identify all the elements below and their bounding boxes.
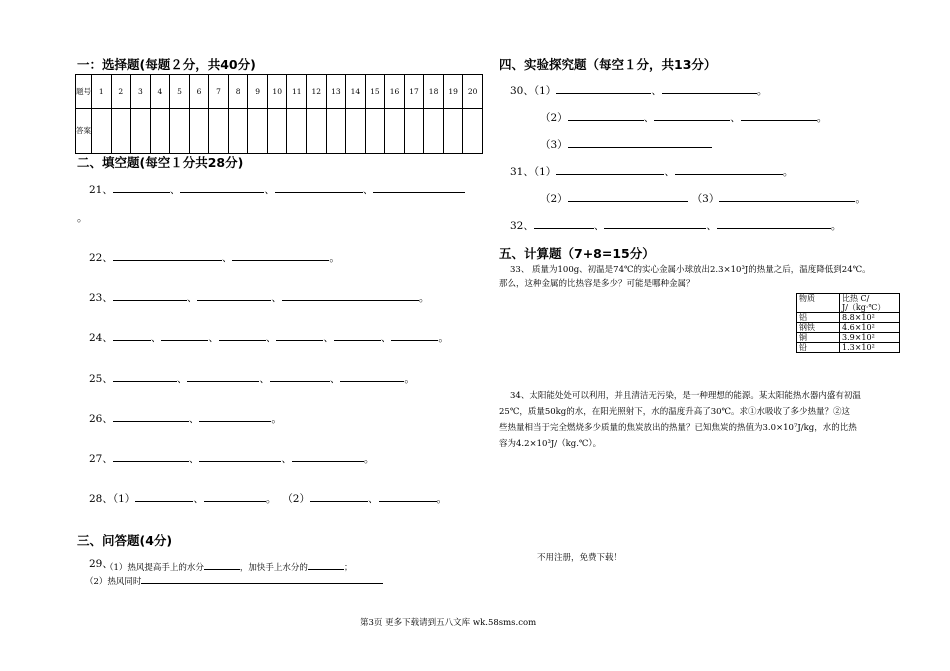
question-number-cell: 10 [267,75,287,109]
answer-cell[interactable] [92,109,112,154]
table-header-substance: 物质 [797,294,840,313]
question-34-line3: 些热量相当于完全燃烧多少质量的焦炭放出的热量？已知焦炭的热值为3.0×10⁷J/kg，水的比热 [499,423,857,433]
question-29-line2: （2）热风同时 [85,574,383,587]
blank[interactable] [675,164,783,175]
section3-title: 三、问答题(4分) [77,533,173,548]
blank[interactable] [604,218,706,229]
blank[interactable] [204,491,266,502]
answer-cell[interactable] [424,109,444,154]
question-30-2: （2） 、 、 。 [540,112,828,124]
question-number-cell: 5 [170,75,190,109]
question-number-cell: 15 [365,75,385,109]
blank[interactable] [662,83,757,94]
substance-name: 铅 [797,343,840,353]
answer-cell[interactable] [326,109,346,154]
blank[interactable] [161,330,208,341]
blank[interactable] [232,250,329,261]
answer-cell[interactable] [189,109,209,154]
blank[interactable] [379,491,437,502]
table-row [797,333,900,343]
specific-heat-value: 3.9×10² [840,333,900,343]
question-25: 25、 、 、 、 。 [89,373,415,385]
answer-table [75,74,483,154]
question-32: 32、 、 、 。 [510,220,842,232]
question-21: 21、 、 、 、 [89,182,465,197]
question-number-cell: 9 [248,75,268,109]
blank[interactable] [717,218,831,229]
question-27: 27、 、 、 。 [89,453,375,465]
blank[interactable] [275,182,363,193]
blank[interactable] [270,371,330,382]
answer-cell[interactable] [111,109,131,154]
blank[interactable] [276,330,323,341]
table-row [797,323,900,333]
blank[interactable] [141,574,383,584]
answer-cell[interactable] [287,109,307,154]
question-30-1: 30、（1） 、 。 [510,85,768,97]
blank[interactable] [556,83,651,94]
blank[interactable] [391,330,438,341]
substance-name: 钢铁 [797,323,840,333]
question-31-2: （2） （3） 。 [540,193,866,205]
blank[interactable] [292,451,364,462]
question-number-cell: 3 [131,75,151,109]
answer-cell[interactable] [267,109,287,154]
question-number-cell: 11 [287,75,307,109]
question-number-cell: 12 [307,75,327,109]
blank[interactable] [197,290,271,301]
blank[interactable] [568,191,688,202]
blank[interactable] [741,110,817,121]
question-number-cell: 6 [189,75,209,109]
question-number-cell: 13 [326,75,346,109]
answer-cell[interactable] [443,109,463,154]
answer-cell[interactable] [365,109,385,154]
answer-cell[interactable] [463,109,483,154]
blank[interactable] [310,491,368,502]
blank[interactable] [373,182,465,193]
answer-cell[interactable] [150,109,170,154]
question-23: 23、 、 、 。 [89,292,430,304]
question-number-cell: 8 [228,75,248,109]
section2-title: 二、填空题(每空１分共28分) [77,155,244,170]
question-number-cell: 14 [346,75,366,109]
answer-cell[interactable] [209,109,229,154]
question-number-cell: 1 [92,75,112,109]
question-31-1: 31、（1） 、 。 [510,166,794,178]
substance-name: 铝 [797,313,840,323]
question-26: 26、 、 。 [89,413,282,425]
blank[interactable] [180,182,264,193]
blank[interactable] [568,137,712,148]
question-number-cell: 20 [463,75,483,109]
question-24: 24、 、 、 、 、 、 。 [89,332,449,344]
answer-cell[interactable] [346,109,366,154]
question-21-end: 。 [77,212,88,224]
question-34-line4: 容为4.2×10³J/（kg.℃）。 [499,439,602,449]
question-34-line1: 34、太阳能处处可以利用，并且清洁无污染，是一种理想的能源。某太阳能热水器内盛有初温 [510,391,861,401]
table-row [797,313,900,323]
question-number-cell: 16 [385,75,405,109]
question-number-cell: 7 [209,75,229,109]
blank[interactable] [113,411,189,422]
section4-title: 四、实验探究题（每空１分，共13分） [499,57,717,72]
blank[interactable] [556,164,664,175]
answer-cell[interactable] [131,109,151,154]
substance-name: 铜 [797,333,840,343]
question-number-cell: 4 [150,75,170,109]
answer-cell[interactable] [307,109,327,154]
blank[interactable] [113,451,189,462]
blank[interactable] [654,110,730,121]
answer-cell[interactable] [385,109,405,154]
page-footer: 第3页 更多下载请到五八文库 wk.58sms.com [360,618,537,628]
question-28: 28、（1） 、 。 （2） 、 。 [89,493,447,505]
answer-cell[interactable] [170,109,190,154]
section1-title: 一：选择题(每题２分，共40分) [77,57,256,72]
blank[interactable] [113,290,187,301]
specific-heat-value: 1.3×10² [840,343,900,353]
specific-heat-table [796,293,900,353]
blank[interactable] [199,451,281,462]
blank[interactable] [334,330,381,341]
question-33-line2: 那么，这种金属的比热容是多少？可能是哪种金属？ [499,279,695,289]
answer-cell[interactable] [404,109,424,154]
blank[interactable] [204,560,240,570]
question-number-cell: 19 [443,75,463,109]
blank[interactable] [534,218,594,229]
specific-heat-value: 4.6×10² [840,323,900,333]
table-row [797,343,900,353]
question-29-line1: （1）热风提高手上的水分 ，加快手上水分的 ； [105,560,352,573]
blank[interactable] [282,290,419,301]
table-header-specific-heat: 比热 C/ J/（kg·℃） [840,294,900,313]
blank[interactable] [219,330,266,341]
blank[interactable] [568,110,644,121]
section5-title: 五、计算题（7+8=15分） [499,246,655,261]
question-30-3: （3） [540,137,712,152]
blank[interactable] [199,411,271,422]
blank[interactable] [113,330,151,341]
answer-cell[interactable] [228,109,248,154]
blank[interactable] [719,191,855,202]
question-22: 22、 、 。 [89,252,340,264]
answer-cell[interactable] [248,109,268,154]
blank[interactable] [340,371,404,382]
specific-heat-value: 8.8×10² [840,313,900,323]
blank[interactable] [308,560,344,570]
blank[interactable] [113,250,222,261]
blank[interactable] [113,371,177,382]
question-34-line2: 25℃，质量50kg的水，在阳光照射下，水的温度升高了30℃。求①水吸收了多少热量？②这 [499,407,851,417]
question-number-cell: 2 [111,75,131,109]
free-download-note: 不用注册，免费下载！ [537,553,623,563]
question-number-cell: 18 [424,75,444,109]
question-33-line1: 33、 质量为100g、初温是74℃的实心金属小球放出2.3×10³J的热量之后，温度降低到24℃。 [510,265,871,275]
answer-label: 答案 [76,109,92,154]
question-29-number: 29、 [89,558,113,570]
question-number-label: 题号 [76,75,92,109]
blank[interactable] [113,182,170,193]
blank[interactable] [135,491,193,502]
question-number-cell: 17 [404,75,424,109]
blank[interactable] [187,371,259,382]
